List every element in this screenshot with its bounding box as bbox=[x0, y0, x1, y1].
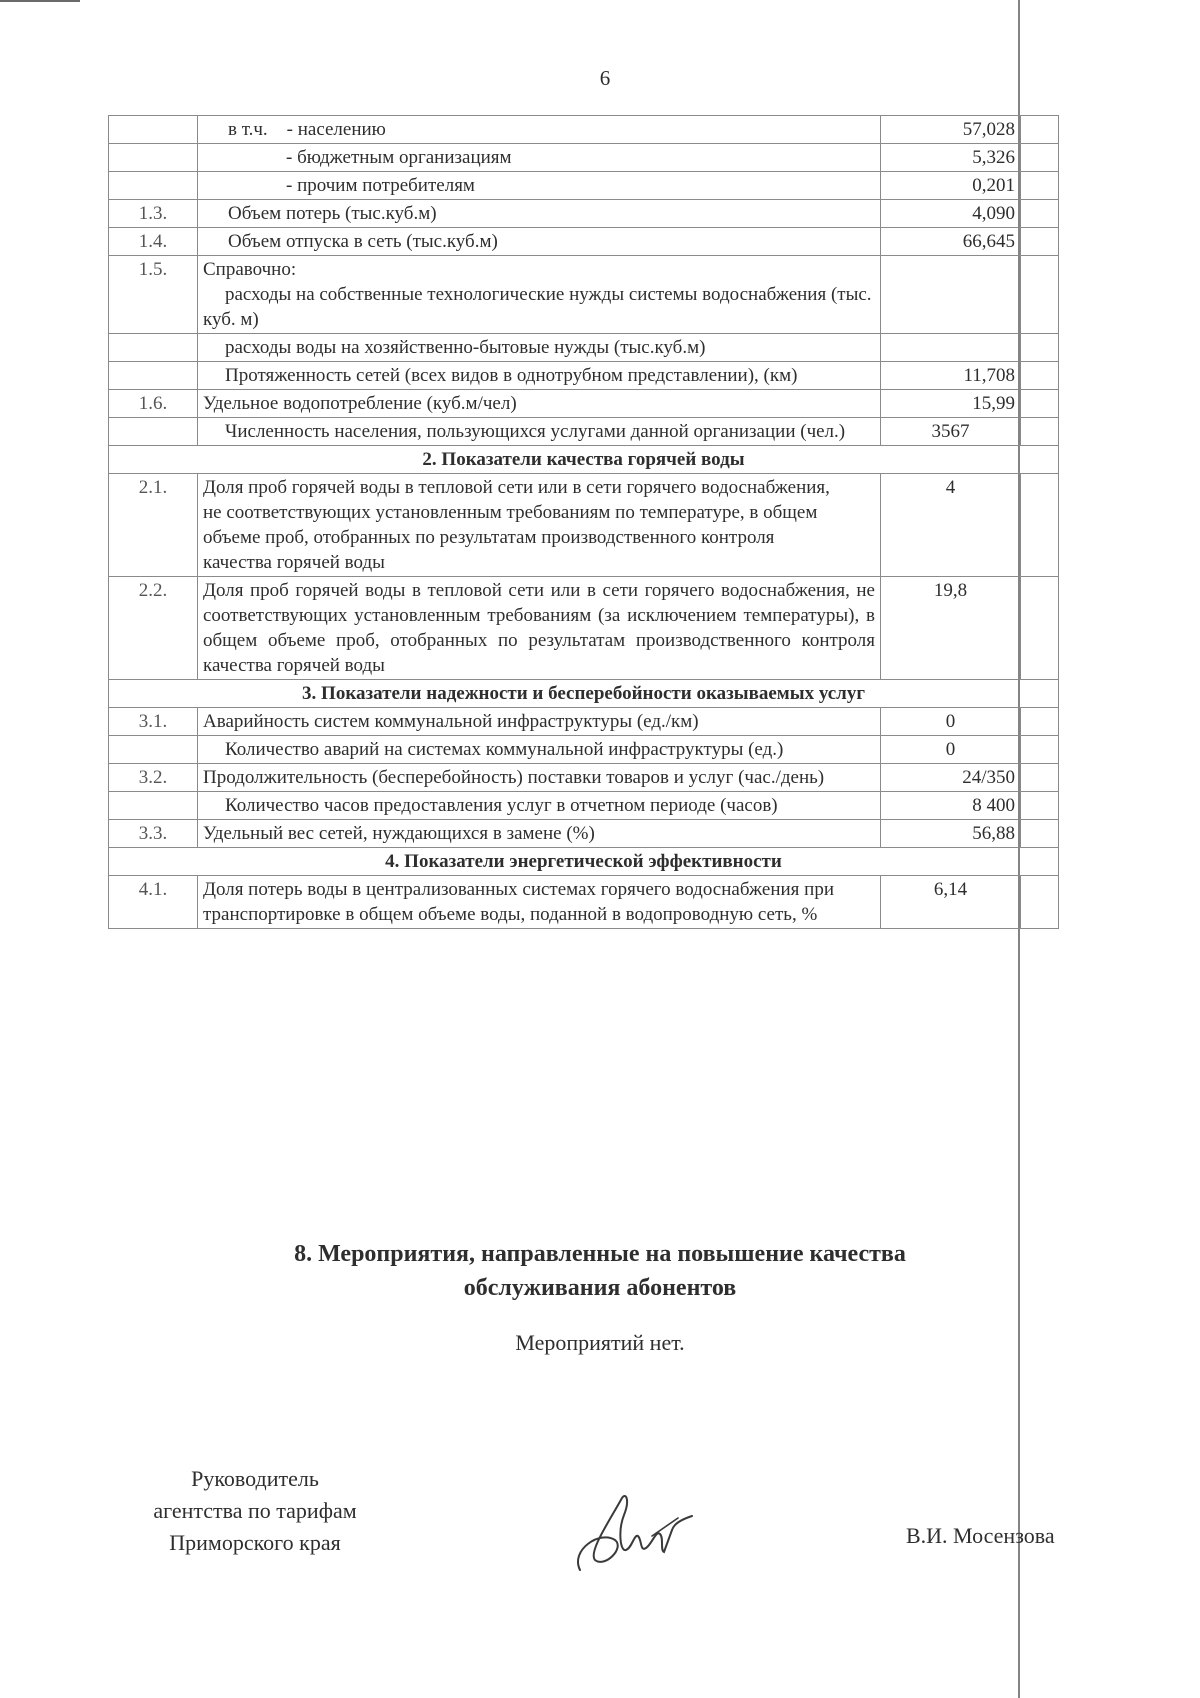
row-number: 4.1. bbox=[109, 876, 198, 929]
row-value: 4 bbox=[881, 474, 1021, 577]
row-value: 15,99 bbox=[881, 390, 1021, 418]
table-row bbox=[109, 792, 1059, 820]
row-number bbox=[109, 792, 198, 820]
row-number: 1.6. bbox=[109, 390, 198, 418]
row-number bbox=[109, 172, 198, 200]
row-value: 0 bbox=[881, 708, 1021, 736]
row-value: 24/350 bbox=[881, 764, 1021, 792]
section-8-text: Мероприятий нет. bbox=[515, 1330, 685, 1355]
row-label: Доля потерь воды в централизованных системах горячего водоснабжения при транспортировке в общем объеме воды, поданной в водопроводную сеть, % bbox=[198, 876, 881, 929]
row-number bbox=[109, 144, 198, 172]
empty-cell bbox=[1021, 228, 1059, 256]
empty-cell bbox=[1021, 792, 1059, 820]
row-value: 6,14 bbox=[881, 876, 1021, 929]
table-row bbox=[109, 144, 1059, 172]
section-title: 2. Показатели качества горячей воды bbox=[109, 446, 1059, 474]
row-label: Продолжительность (бесперебойность) поставки товаров и услуг (час./день) bbox=[198, 764, 881, 792]
empty-cell bbox=[1021, 362, 1059, 390]
empty-cell bbox=[1021, 144, 1059, 172]
row-number: 3.3. bbox=[109, 820, 198, 848]
row-value: 56,88 bbox=[881, 820, 1021, 848]
empty-cell bbox=[1021, 764, 1059, 792]
empty-cell bbox=[1021, 418, 1059, 446]
empty-cell bbox=[1021, 390, 1059, 418]
row-value: 8 400 bbox=[881, 792, 1021, 820]
row-number: 2.1. bbox=[109, 474, 198, 577]
empty-cell bbox=[1021, 577, 1059, 680]
row-number: 1.5. bbox=[109, 256, 198, 334]
row-label: Объем потерь (тыс.куб.м) bbox=[198, 200, 881, 228]
table-row bbox=[109, 876, 1059, 929]
table-row bbox=[109, 200, 1059, 228]
section-8-heading bbox=[200, 1237, 1000, 1305]
section-title: 4. Показатели энергетической эффективности bbox=[109, 848, 1059, 876]
row-label-cell bbox=[198, 256, 881, 334]
row-label: Доля проб горячей воды в тепловой сети или в сети горячего водоснабжения, не соответствующих установленным требованиям (за исключением температуры), в общем объеме проб, отобранных по результатам производственного контроля качества горячей воды bbox=[198, 577, 881, 680]
handwritten-signature bbox=[560, 1490, 710, 1580]
empty-cell bbox=[1021, 256, 1059, 334]
signatory-name: В.И. Мосензова bbox=[906, 1523, 1055, 1548]
row-label: - прочим потребителям bbox=[198, 172, 881, 200]
row-value: 0 bbox=[881, 736, 1021, 764]
section-header-row bbox=[109, 680, 1059, 708]
empty-cell bbox=[1021, 708, 1059, 736]
empty-cell bbox=[1021, 172, 1059, 200]
section-8-title-line1: 8. Мероприятия, направленные на повышение качества bbox=[294, 1241, 906, 1267]
row-value: 4,090 bbox=[881, 200, 1021, 228]
table-row bbox=[109, 334, 1059, 362]
row-value: 19,8 bbox=[881, 577, 1021, 680]
row-label: Протяженность сетей (всех видов в однотрубном представлении), (км) bbox=[198, 362, 881, 390]
row-label: Удельный вес сетей, нуждающихся в замене (%) bbox=[198, 820, 881, 848]
empty-cell bbox=[1021, 820, 1059, 848]
row-value: 3567 bbox=[881, 418, 1021, 446]
scan-edge-mark bbox=[0, 0, 80, 2]
row-number: 1.4. bbox=[109, 228, 198, 256]
row-number bbox=[109, 736, 198, 764]
table-row bbox=[109, 736, 1059, 764]
row-number: 2.2. bbox=[109, 577, 198, 680]
row-value: 11,708 bbox=[881, 362, 1021, 390]
row-number: 1.3. bbox=[109, 200, 198, 228]
table-row bbox=[109, 764, 1059, 792]
empty-cell bbox=[1021, 474, 1059, 577]
section-title: 3. Показатели надежности и бесперебойности оказываемых услуг bbox=[109, 680, 1059, 708]
row-value: 66,645 bbox=[881, 228, 1021, 256]
table-row bbox=[109, 708, 1059, 736]
row-number bbox=[109, 362, 198, 390]
empty-cell bbox=[1021, 736, 1059, 764]
row-label: - бюджетным организациям bbox=[198, 144, 881, 172]
table-row bbox=[109, 474, 1059, 577]
row-label: Справочно: bbox=[203, 259, 297, 280]
table-row bbox=[109, 577, 1059, 680]
row-value bbox=[881, 256, 1021, 334]
row-label: Доля проб горячей воды в тепловой сети или в сети горячего водоснабжения, не соответствующих установленным требованиям по температуре, в общем объеме проб, отобранных по результатам производственного контроля качества горячей воды bbox=[198, 474, 881, 577]
table-row bbox=[109, 820, 1059, 848]
table-row bbox=[109, 116, 1059, 144]
row-value: 0,201 bbox=[881, 172, 1021, 200]
row-number bbox=[109, 418, 198, 446]
empty-cell bbox=[1021, 876, 1059, 929]
section-header-row bbox=[109, 848, 1059, 876]
row-label: в т.ч. - населению bbox=[198, 116, 881, 144]
row-number: 3.1. bbox=[109, 708, 198, 736]
empty-cell bbox=[1021, 200, 1059, 228]
table-row bbox=[109, 390, 1059, 418]
signatory-position bbox=[120, 1463, 390, 1559]
row-number: 3.2. bbox=[109, 764, 198, 792]
row-label: Количество часов предоставления услуг в отчетном периоде (часов) bbox=[198, 792, 881, 820]
page-number: 6 bbox=[599, 66, 611, 90]
row-label: Удельное водопотребление (куб.м/чел) bbox=[198, 390, 881, 418]
row-number bbox=[109, 116, 198, 144]
position-line: Приморского края bbox=[169, 1530, 341, 1555]
empty-cell bbox=[1021, 334, 1059, 362]
indicators-table bbox=[108, 115, 1059, 929]
table-row bbox=[109, 418, 1059, 446]
table-row bbox=[109, 172, 1059, 200]
position-line: агентства по тарифам bbox=[153, 1498, 357, 1523]
row-number bbox=[109, 334, 198, 362]
row-label: Аварийность систем коммунальной инфраструктуры (ед./км) bbox=[198, 708, 881, 736]
table-row bbox=[109, 256, 1059, 334]
table-row bbox=[109, 228, 1059, 256]
row-label: расходы воды на хозяйственно-бытовые нужды (тыс.куб.м) bbox=[198, 334, 881, 362]
row-value: 57,028 bbox=[881, 116, 1021, 144]
row-label: Объем отпуска в сеть (тыс.куб.м) bbox=[198, 228, 881, 256]
row-sublabel: расходы на собственные технологические нужды системы водоснабжения (тыс. куб. м) bbox=[203, 284, 872, 330]
row-label: Численность населения, пользующихся услугами данной организации (чел.) bbox=[198, 418, 881, 446]
row-value bbox=[881, 334, 1021, 362]
table-row bbox=[109, 362, 1059, 390]
section-8-title-line2: обслуживания абонентов bbox=[463, 1275, 737, 1301]
position-line: Руководитель bbox=[191, 1466, 319, 1491]
row-value: 5,326 bbox=[881, 144, 1021, 172]
row-label: Количество аварий на системах коммунальной инфраструктуры (ед.) bbox=[198, 736, 881, 764]
empty-cell bbox=[1021, 116, 1059, 144]
section-header-row bbox=[109, 446, 1059, 474]
